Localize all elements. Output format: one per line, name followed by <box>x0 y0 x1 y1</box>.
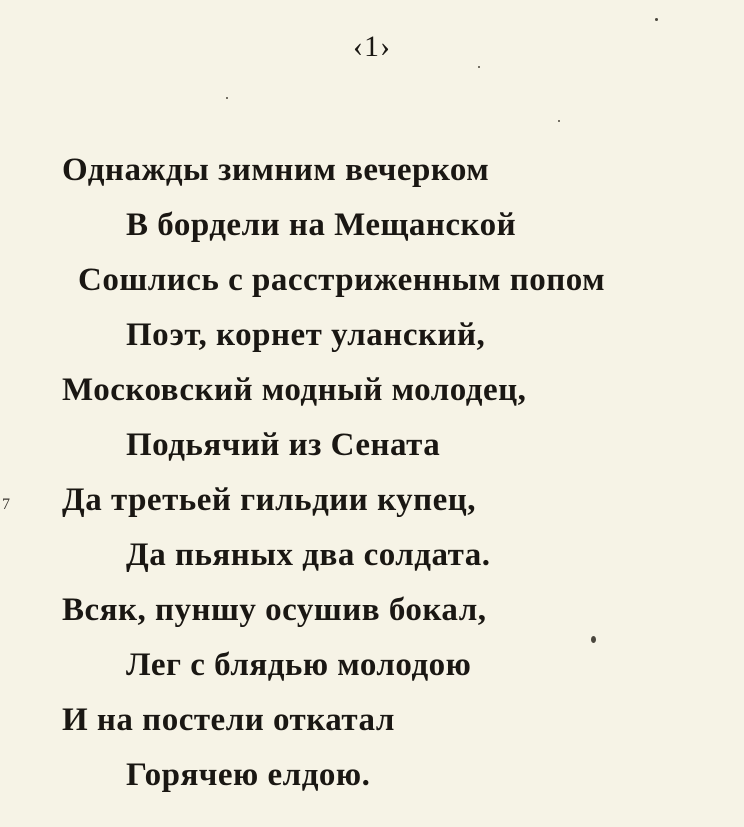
margin-mark: 7 <box>2 496 10 513</box>
poem-line: Московский модный молодец, <box>62 372 527 408</box>
poem-line: Всяк, пуншу осушив бокал, <box>62 592 487 628</box>
poem-line: В бордели на Мещанской <box>126 207 517 243</box>
poem-line: Горячею елдою. <box>126 757 371 793</box>
poem-line: Лег с блядью молодою <box>126 647 472 683</box>
page-number: ‹1› <box>353 30 391 63</box>
poem-line: Сошлись с расстриженным попом <box>78 262 606 298</box>
paper-speck <box>655 18 658 21</box>
paper-speck <box>558 120 560 122</box>
poem-line: Однажды зимним вечерком <box>62 152 490 188</box>
paper-speck <box>226 97 228 99</box>
paper-speck <box>591 636 596 643</box>
paper-speck <box>478 66 480 68</box>
poem-line: Подьячий из Сената <box>126 427 441 463</box>
poem-line: Да третьей гильдии купец, <box>62 482 477 518</box>
poem-line: И на постели откатал <box>62 702 395 738</box>
poem-line: Да пьяных два солдата. <box>126 537 491 573</box>
poem-line: Поэт, корнет уланский, <box>126 317 486 353</box>
